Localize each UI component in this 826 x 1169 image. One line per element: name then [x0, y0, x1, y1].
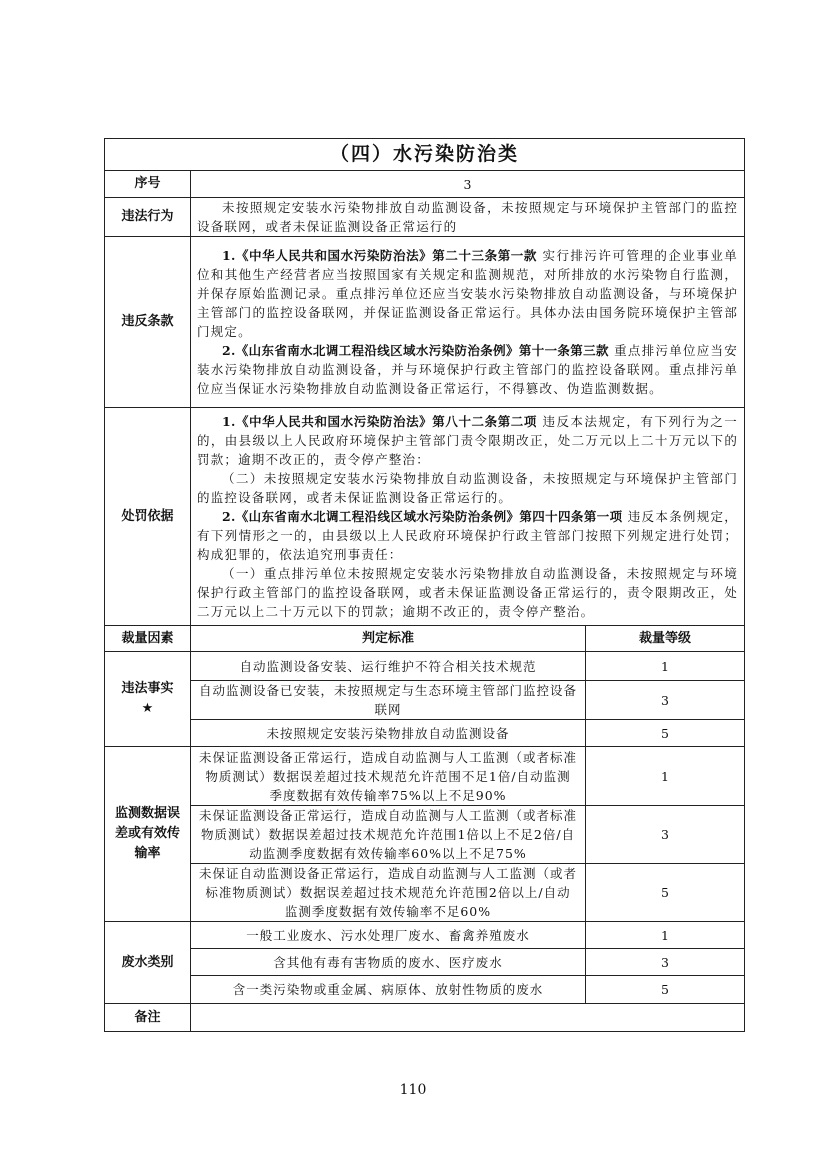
criteria-cell: 未保证自动监测设备正常运行，造成自动监测与人工监测（或者标准物质测试）数据误差超过技术规范允许范围2倍以上/自动监测季度数据有效传输率不足60% — [191, 864, 586, 922]
violation-text: 未按照规定安装水污染物排放自动监测设备，未按照规定与环境保护主管部门的监控设备联网，或者未保证监测设备正常运行的 — [197, 200, 739, 234]
penalty-text: 违反本法规定，有下列行为之一的，由县级以上人民政府环境保护主管部门责令限期改正，处二万元以上二十万元以下的罚款；逾期不改正的，责令停产整治： — [197, 414, 739, 467]
criteria-cell: 未保证监测设备正常运行，造成自动监测与人工监测（或者标准物质测试）数据误差超过技术规范允许范围1倍以上不足2倍/自动监测季度数据有效传输率60%以上不足75% — [191, 806, 586, 864]
provision-ref: 1.《中华人民共和国水污染防治法》第二十三条第一款 — [222, 248, 537, 263]
level-cell: 3 — [586, 681, 745, 720]
section-title: （四）水污染防治类 — [105, 139, 745, 171]
level-cell: 1 — [586, 747, 745, 806]
level-cell: 1 — [586, 652, 745, 681]
level-cell: 5 — [586, 720, 745, 747]
level-header: 裁量等级 — [586, 626, 745, 652]
level-cell: 5 — [586, 864, 745, 922]
criteria-cell: 自动监测设备安装、运行维护不符合相关技术规范 — [191, 652, 586, 681]
criteria-cell: 一般工业废水、污水处理厂废水、畜禽养殖废水 — [191, 922, 586, 949]
penalty-ref: 2.《山东省南水北调工程沿线区域水污染防治条例》第四十四条第一项 — [222, 509, 623, 524]
penalty-ref: 1.《中华人民共和国水污染防治法》第八十二条第二项 — [222, 414, 537, 429]
criteria-cell: 含一类污染物或重金属、病原体、放射性物质的废水 — [191, 976, 586, 1004]
factor-header: 裁量因素 — [105, 626, 191, 652]
factor-name: 监测数据误差或有效传输率 — [105, 747, 191, 922]
serial-value: 3 — [191, 171, 745, 198]
factor-name — [105, 652, 191, 747]
provision-ref: 2.《山东省南水北调工程沿线区域水污染防治条例》第十一条第三款 — [222, 343, 609, 358]
provisions-label: 违反条款 — [105, 237, 191, 408]
level-cell: 3 — [586, 806, 745, 864]
criteria-cell: 未按照规定安装污染物排放自动监测设备 — [191, 720, 586, 747]
penalty-subitem: （一）重点排污单位未按照规定安装水污染物排放自动监测设备，未按照规定与环境保护行政主管部门的监控设备联网，或者未保证监测设备正常运行的，责令限期改正，处二万元以上二十万元以下的罚款；逾期不改正的，责令停产整治。 — [197, 566, 739, 619]
level-cell: 5 — [586, 976, 745, 1004]
serial-label: 序号 — [105, 171, 191, 198]
provision-text: 实行排污许可管理的企业事业单位和其他生产经营者应当按照国家有关规定和监测规范，对所排放的水污染物自行监测，并保存原始监测记录。重点排污单位还应当安装水污染物排放自动监测设备，与环境保护主管部门的监控设备联网，并保证监测设备正常运行。具体办法由国务院环境保护主管部门规定。 — [197, 248, 739, 339]
remarks-value — [191, 1004, 745, 1032]
penalty-text: 违反本条例规定，有下列情形之一的，由县级以上人民政府环境保护行政主管部门按照下列规定进行处罚；构成犯罪的，依法追究刑事责任： — [197, 509, 739, 562]
star-icon: ★ — [141, 701, 154, 716]
level-cell: 3 — [586, 949, 745, 976]
criteria-header: 判定标准 — [191, 626, 586, 652]
factor-name: 废水类别 — [105, 922, 191, 1004]
criteria-cell: 未保证监测设备正常运行，造成自动监测与人工监测（或者标准物质测试）数据误差超过技术规范允许范围不足1倍/自动监测季度数据有效传输率75%以上不足90% — [191, 747, 586, 806]
provision-text: 重点排污单位应当安装水污染物排放自动监测设备，并与环境保护行政主管部门的监控设备联网。重点排污单位应当保证水污染物排放自动监测设备正常运行，不得篡改、伪造监测数据。 — [197, 343, 739, 396]
penalty-subitem: （二）未按照规定安装水污染物排放自动监测设备，未按照规定与环境保护主管部门的监控设备联网，或者未保证监测设备正常运行的。 — [197, 471, 739, 505]
penalty-content — [191, 408, 745, 626]
remarks-label: 备注 — [105, 1004, 191, 1032]
page-number: 110 — [399, 1082, 427, 1098]
criteria-cell: 自动监测设备已安装，未按照规定与生态环境主管部门监控设备联网 — [191, 681, 586, 720]
provisions-content — [191, 237, 745, 408]
violation-label: 违法行为 — [105, 198, 191, 237]
criteria-cell: 含其他有毒有害物质的废水、医疗废水 — [191, 949, 586, 976]
level-cell: 1 — [586, 922, 745, 949]
penalty-label: 处罚依据 — [105, 408, 191, 626]
penalty-discretion-table — [104, 138, 745, 1032]
factor-name-text: 违法事实 — [121, 681, 174, 696]
